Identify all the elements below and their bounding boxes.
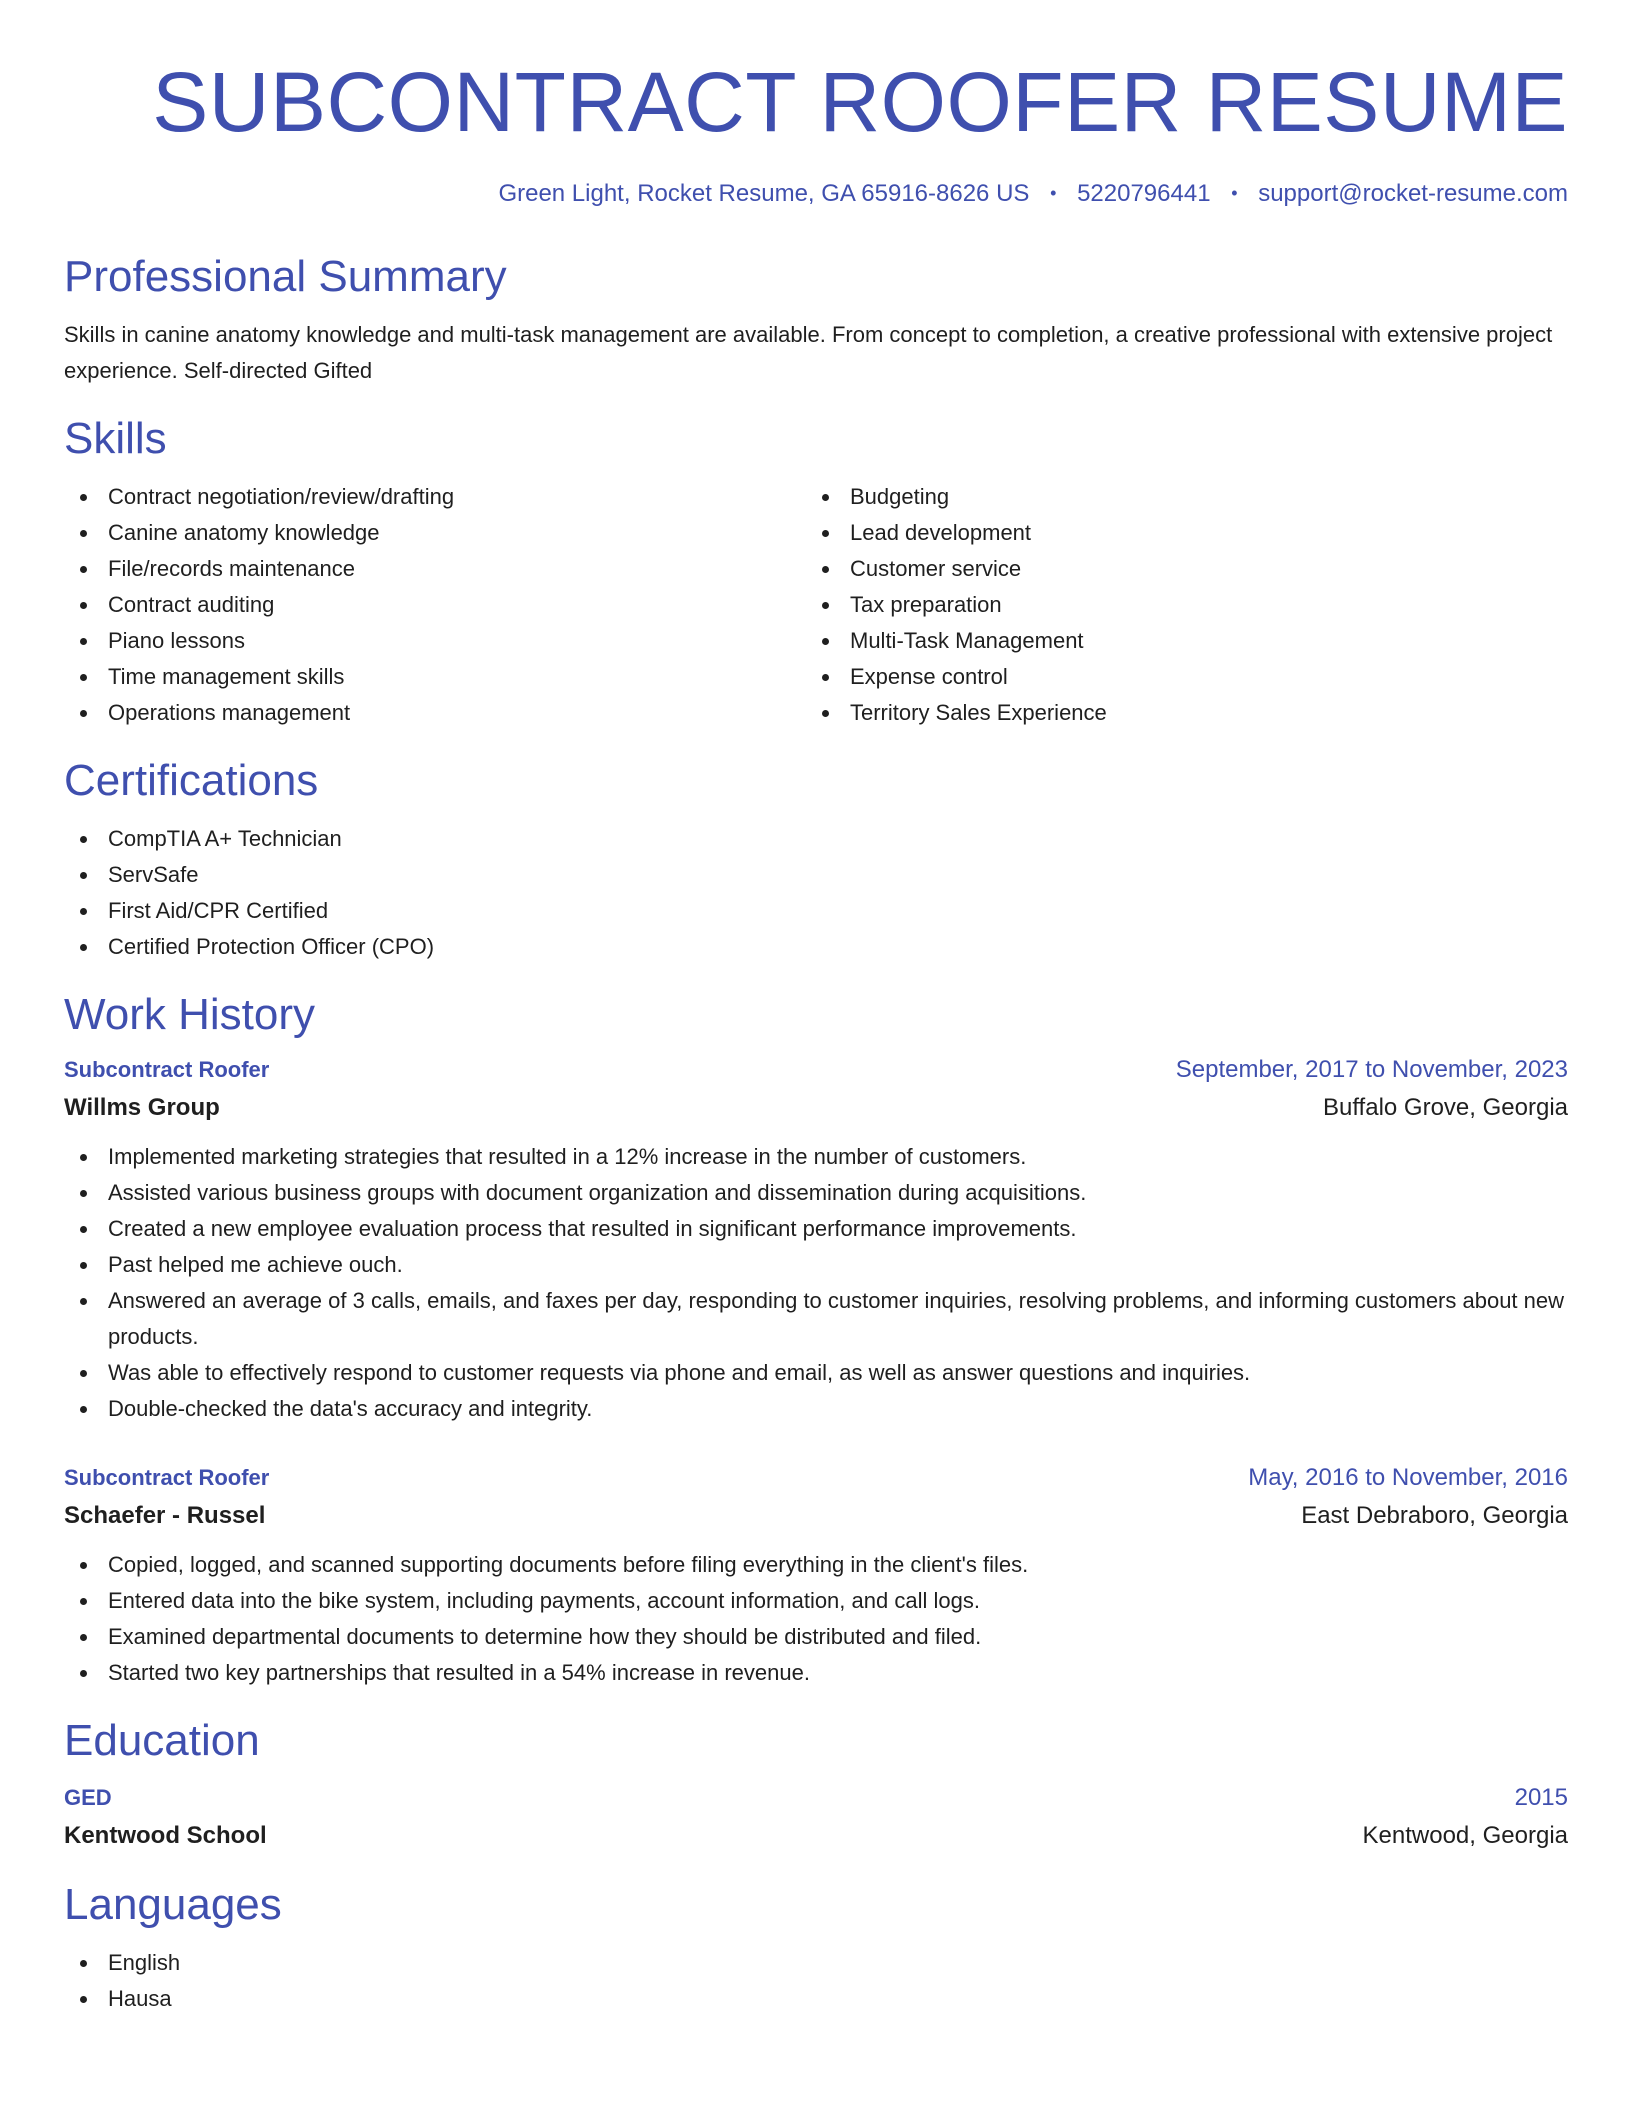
skill-item: Time management skills — [64, 659, 806, 695]
education-header-row — [64, 1779, 1568, 1817]
skill-item: Budgeting — [806, 479, 1548, 515]
job-title: Subcontract Roofer — [64, 1465, 270, 1490]
job-company: Schaefer - Russel — [64, 1502, 266, 1529]
language-item: English — [64, 1945, 1568, 1981]
job-bullets — [64, 1547, 1568, 1691]
job-location: East Debraboro, Georgia — [1301, 1502, 1568, 1529]
education-school: Kentwood School — [64, 1822, 267, 1849]
skill-item: Customer service — [806, 551, 1548, 587]
skill-item: Tax preparation — [806, 587, 1548, 623]
bullet-separator: • — [1231, 183, 1238, 203]
job-company-row — [64, 1089, 1568, 1127]
job-entry — [64, 1051, 1568, 1427]
job-bullet: Entered data into the bike system, including payments, account information, and call logs. — [64, 1583, 1568, 1619]
certifications-list — [64, 821, 1568, 965]
education-degree: GED — [64, 1785, 112, 1810]
job-bullet: Copied, logged, and scanned supporting documents before filing everything in the client's files. — [64, 1547, 1568, 1583]
section-title-work-history: Work History — [64, 990, 315, 1039]
section-title-summary: Professional Summary — [64, 252, 507, 301]
job-location: Buffalo Grove, Georgia — [1322, 1094, 1568, 1121]
languages-list — [64, 1945, 1568, 2017]
education-school-row — [64, 1817, 1568, 1855]
education-year: 2015 — [1514, 1784, 1568, 1811]
job-header-row — [64, 1051, 1568, 1089]
skill-item: Multi-Task Management — [806, 623, 1548, 659]
job-bullet: Double-checked the data's accuracy and integrity. — [64, 1391, 1568, 1427]
skills-list-right — [806, 479, 1548, 731]
contact-address: Green Light, Rocket Resume, GA 65916-8626 US — [498, 180, 1030, 207]
job-bullet: Implemented marketing strategies that resulted in a 12% increase in the number of customers. — [64, 1139, 1568, 1175]
job-dates: May, 2016 to November, 2016 — [1248, 1464, 1568, 1491]
job-dates: September, 2017 to November, 2023 — [1175, 1056, 1568, 1083]
bullet-separator: • — [1050, 183, 1057, 203]
section-title-skills: Skills — [64, 414, 167, 463]
job-bullet: Answered an average of 3 calls, emails, and faxes per day, responding to customer inquiries, resolving problems, and informing customers about new products. — [64, 1283, 1568, 1355]
skills-columns — [64, 479, 1568, 731]
skill-item: Lead development — [806, 515, 1548, 551]
education-location: Kentwood, Georgia — [1362, 1822, 1568, 1849]
certification-item: Certified Protection Officer (CPO) — [64, 929, 1568, 965]
contact-line — [64, 176, 1568, 211]
skill-item: Contract auditing — [64, 587, 806, 623]
job-title: Subcontract Roofer — [64, 1057, 270, 1082]
job-bullet: Started two key partnerships that resulted in a 54% increase in revenue. — [64, 1655, 1568, 1691]
skill-item: Expense control — [806, 659, 1548, 695]
job-bullet: Past helped me achieve ouch. — [64, 1247, 1568, 1283]
skill-item: Contract negotiation/review/drafting — [64, 479, 806, 515]
certification-item: First Aid/CPR Certified — [64, 893, 1568, 929]
job-company-row — [64, 1497, 1568, 1535]
job-header-row — [64, 1459, 1568, 1497]
section-title-certifications: Certifications — [64, 756, 319, 805]
skill-item: Territory Sales Experience — [806, 695, 1548, 731]
skill-item: Canine anatomy knowledge — [64, 515, 806, 551]
language-item: Hausa — [64, 1981, 1568, 2017]
education-entry — [64, 1779, 1568, 1855]
resume-name-title: SUBCONTRACT ROOFER RESUME — [152, 55, 1568, 149]
job-entry — [64, 1459, 1568, 1691]
job-bullet: Was able to effectively respond to customer requests via phone and email, as well as answer questions and inquiries. — [64, 1355, 1568, 1391]
job-company: Willms Group — [64, 1094, 220, 1121]
skill-item: File/records maintenance — [64, 551, 806, 587]
job-bullet: Assisted various business groups with document organization and dissemination during acquisitions. — [64, 1175, 1568, 1211]
skills-list-left — [64, 479, 806, 731]
job-bullet: Examined departmental documents to determine how they should be distributed and filed. — [64, 1619, 1568, 1655]
contact-phone: 5220796441 — [1077, 180, 1211, 207]
job-bullets — [64, 1139, 1568, 1427]
contact-email[interactable]: support@rocket-resume.com — [1258, 180, 1568, 207]
skill-item: Operations management — [64, 695, 806, 731]
skill-item: Piano lessons — [64, 623, 806, 659]
section-title-education: Education — [64, 1716, 260, 1765]
certification-item: CompTIA A+ Technician — [64, 821, 1568, 857]
certification-item: ServSafe — [64, 857, 1568, 893]
section-title-languages: Languages — [64, 1880, 282, 1929]
job-bullet: Created a new employee evaluation process that resulted in significant performance improvements. — [64, 1211, 1568, 1247]
resume-page — [64, 52, 1568, 2017]
summary-text: Skills in canine anatomy knowledge and multi-task management are available. From concept to completion, a creative professional with extensive project experience. Self-directed Gifted — [64, 322, 1553, 383]
